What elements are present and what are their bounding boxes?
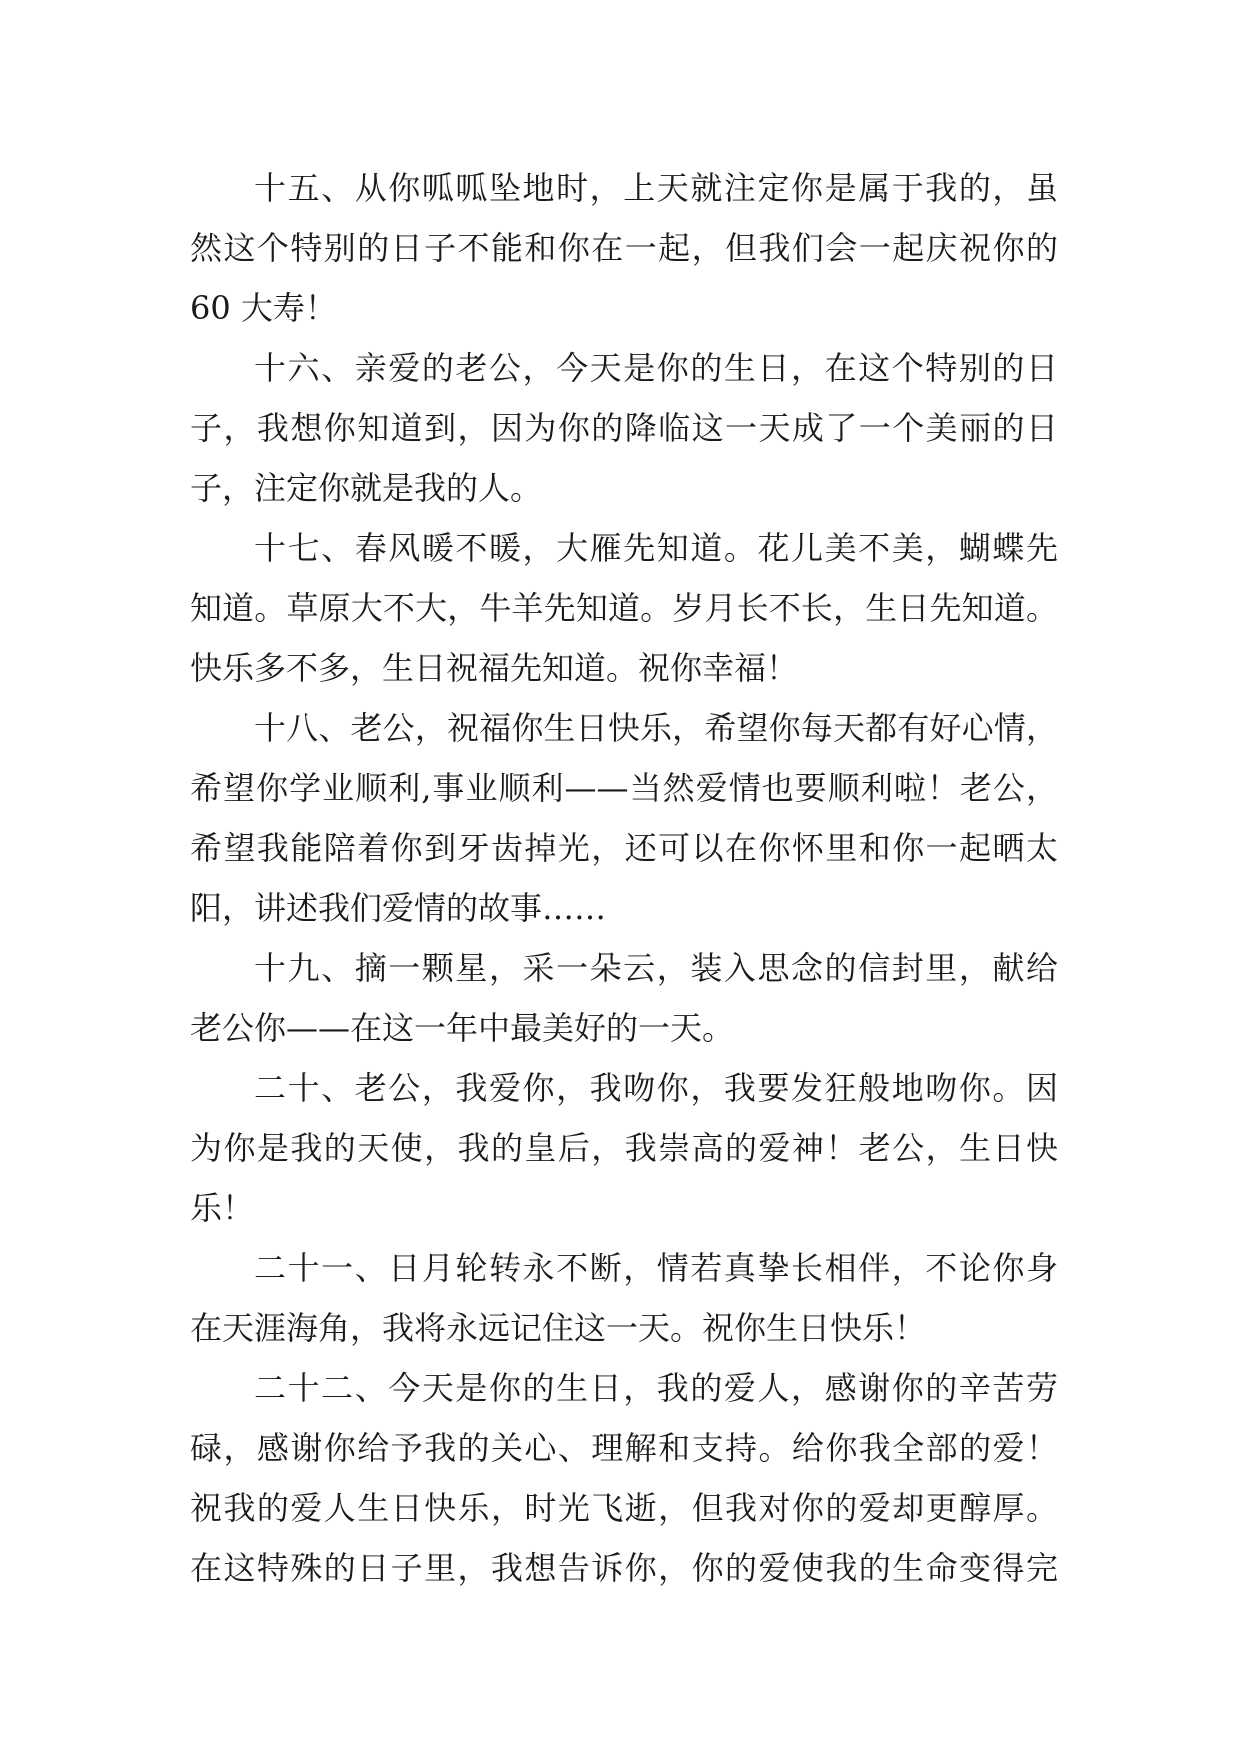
text-line: 二十、老公，我爱你，我吻你，我要发狂般地吻你。因 [254, 1069, 1058, 1107]
paragraph-p19 [190, 938, 1058, 1058]
text-line: 快乐多不多，生日祝福先知道。祝你幸福！ [190, 649, 799, 687]
text-line: 十六、亲爱的老公，今天是你的生日，在这个特别的日 [254, 349, 1058, 387]
text-line: 二十一、日月轮转永不断，情若真挚长相伴，不论你身 [254, 1249, 1058, 1287]
paragraph-p22 [190, 1358, 1058, 1598]
text-line: 子，注定你就是我的人。 [190, 469, 543, 507]
text-line: 祝我的爱人生日快乐，时光飞逝，但我对你的爱却更醇厚。 [190, 1489, 1058, 1527]
paragraph-p16 [190, 338, 1058, 518]
text-line: 十七、春风暖不暖，大雁先知道。花儿美不美，蝴蝶先 [254, 529, 1058, 567]
text-line: 在天涯海角，我将永远记住这一天。祝你生日快乐！ [190, 1309, 927, 1347]
paragraph-p20 [190, 1058, 1058, 1238]
paragraph-p15 [190, 158, 1058, 338]
document-body [190, 158, 1058, 1598]
paragraph-p21 [190, 1238, 1058, 1358]
text-line: 十五、从你呱呱坠地时，上天就注定你是属于我的，虽 [254, 169, 1058, 207]
text-line: 希望你学业顺利,事业顺利——当然爱情也要顺利啦！老公， [190, 769, 1058, 807]
text-line: 十八、老公，祝福你生日快乐，希望你每天都有好心情， [254, 709, 1058, 747]
paragraph-p17 [190, 518, 1058, 698]
text-line: 子，我想你知道到，因为你的降临这一天成了一个美丽的日 [190, 409, 1058, 447]
paragraph-p18 [190, 698, 1058, 938]
text-line: 希望我能陪着你到牙齿掉光，还可以在你怀里和你一起晒太 [190, 829, 1058, 867]
text-line: 60 大寿！ [190, 289, 337, 327]
text-line: 二十二、今天是你的生日，我的爱人，感谢你的辛苦劳 [254, 1369, 1058, 1407]
text-line: 知道。草原大不大，牛羊先知道。岁月长不长，生日先知道。 [190, 589, 1058, 627]
text-line: 然这个特别的日子不能和你在一起，但我们会一起庆祝你的 [190, 229, 1058, 267]
text-line: 老公你——在这一年中最美好的一天。 [190, 1009, 735, 1047]
text-line: 在这特殊的日子里，我想告诉你，你的爱使我的生命变得完 [190, 1549, 1058, 1587]
text-line: 阳，讲述我们爱情的故事…… [190, 889, 607, 927]
text-line: 乐！ [190, 1189, 255, 1227]
text-line: 十九、摘一颗星，采一朵云，装入思念的信封里，献给 [254, 949, 1058, 987]
text-line: 为你是我的天使，我的皇后，我崇高的爱神！老公，生日快 [190, 1129, 1058, 1167]
text-line: 碌，感谢你给予我的关心、理解和支持。给你我全部的爱！ [190, 1429, 1058, 1467]
